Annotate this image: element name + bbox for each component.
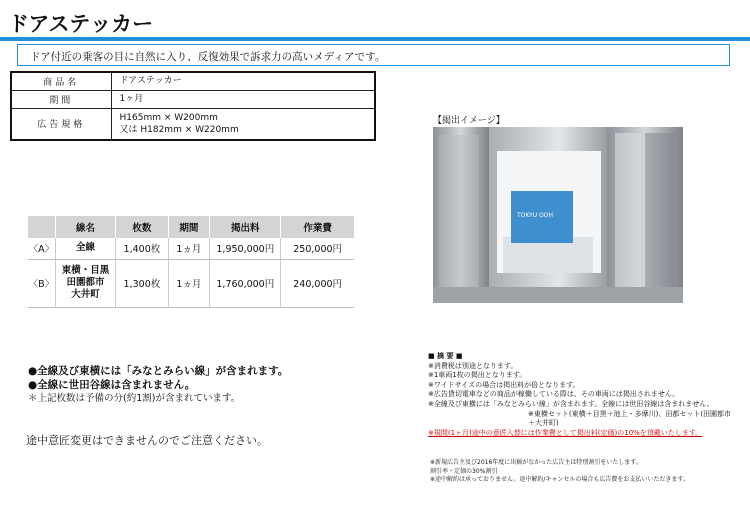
spec-row	[11, 90, 375, 108]
door-illustration	[433, 127, 683, 303]
tekiyo-line: ※ワイドサイズの場合は掲出料が倍となります。	[428, 380, 580, 389]
spec-label: 商品名	[11, 72, 111, 90]
price-header: 期間	[168, 216, 210, 238]
price-code: 〈B〉	[28, 259, 55, 307]
tekiyo-notes	[428, 352, 738, 438]
footnotes	[430, 459, 740, 485]
spec-table	[10, 71, 376, 141]
price-header-row	[28, 216, 354, 238]
subtitle-box	[17, 44, 730, 66]
price-header: 掲出料	[210, 216, 281, 238]
notes	[28, 364, 288, 406]
price-row	[28, 238, 354, 259]
spec-row	[11, 108, 375, 140]
price-header	[28, 216, 55, 238]
tekiyo-heading: ■ 摘 要 ■	[428, 352, 463, 360]
tekiyo-line: ※1車両1枚の掲出となります。	[428, 371, 527, 380]
spec-label: 広告規格	[11, 108, 111, 140]
price-fee: 1,950,000円	[210, 238, 281, 259]
spec-value: H165mm × W200mm 又は H182mm × W220mm	[111, 108, 375, 140]
price-header: 作業費	[281, 216, 354, 238]
note-line: ●全線に世田谷線は含まれません。	[28, 379, 196, 391]
spec-row	[11, 72, 375, 90]
spec-label: 期間	[11, 90, 111, 108]
spec-value: ドアステッカー	[111, 72, 375, 90]
page-title: ドアステッカー	[8, 12, 154, 36]
footnote-line: 割引率・定価の30%割引	[430, 467, 498, 475]
caution-text: 途中意匠変更はできませんのでご注意ください。	[26, 434, 268, 447]
image-label: 【掲出イメージ】	[433, 116, 505, 126]
title-rule	[0, 37, 750, 41]
tekiyo-line: ※広告貸切電車などの商品が稼働している際は、その車両には掲出されません。	[428, 390, 680, 399]
tekiyo-red-note: ※規間(1ヶ月)途中の意匠入替には作業費として掲出料(定価)の10%を頂戴いたします。	[428, 428, 703, 437]
price-work: 240,000円	[281, 259, 354, 307]
price-header: 枚数	[116, 216, 168, 238]
note-line: ＊上記枚数は予備の分(約1割)が含まれています。	[28, 393, 241, 404]
note-line: ●全線及び東横には「みなとみらい線」が含まれます。	[28, 365, 289, 377]
price-sheets: 1,400枚	[116, 238, 168, 259]
price-line: 東横・目黒 田園都市 大井町	[55, 259, 116, 307]
price-fee: 1,760,000円	[210, 259, 281, 307]
price-period: 1ヵ月	[168, 238, 210, 259]
door-photo	[433, 127, 683, 303]
subtitle-text: ドア付近の乗客の目に自然に入り、反復効果で訴求力の高いメディアです。	[30, 51, 386, 63]
price-table	[28, 216, 354, 308]
price-code: 〈A〉	[28, 238, 55, 259]
tekiyo-line: ※消費税は別途となります。	[428, 361, 518, 370]
price-work: 250,000円	[281, 238, 354, 259]
tekiyo-line: ※全線及び東横には「みなとみらい線」が含まれます。全線には世田谷線は含まれません。	[428, 399, 714, 408]
price-period: 1ヵ月	[168, 259, 210, 307]
price-row	[28, 259, 354, 307]
price-line: 全線	[55, 238, 116, 259]
sticker-text: TOKYU OOH	[517, 212, 554, 219]
footnote-line: ※途中解約は承っておりません。途中解約/キャンセルの場合も広告費をお支払いいただきます。	[430, 476, 689, 484]
price-header: 線名	[55, 216, 116, 238]
tekiyo-sets: ※東横セット(東横＋目黒＋池上・多摩川)、田都セット(田園都市＋大井町)	[528, 409, 732, 428]
footnote-line: ※新規広告主及び2016年度に出稿がなかった広告主は特別割引をいたします。	[430, 459, 642, 466]
spec-value: 1ヶ月	[111, 90, 375, 108]
price-sheets: 1,300枚	[116, 259, 168, 307]
